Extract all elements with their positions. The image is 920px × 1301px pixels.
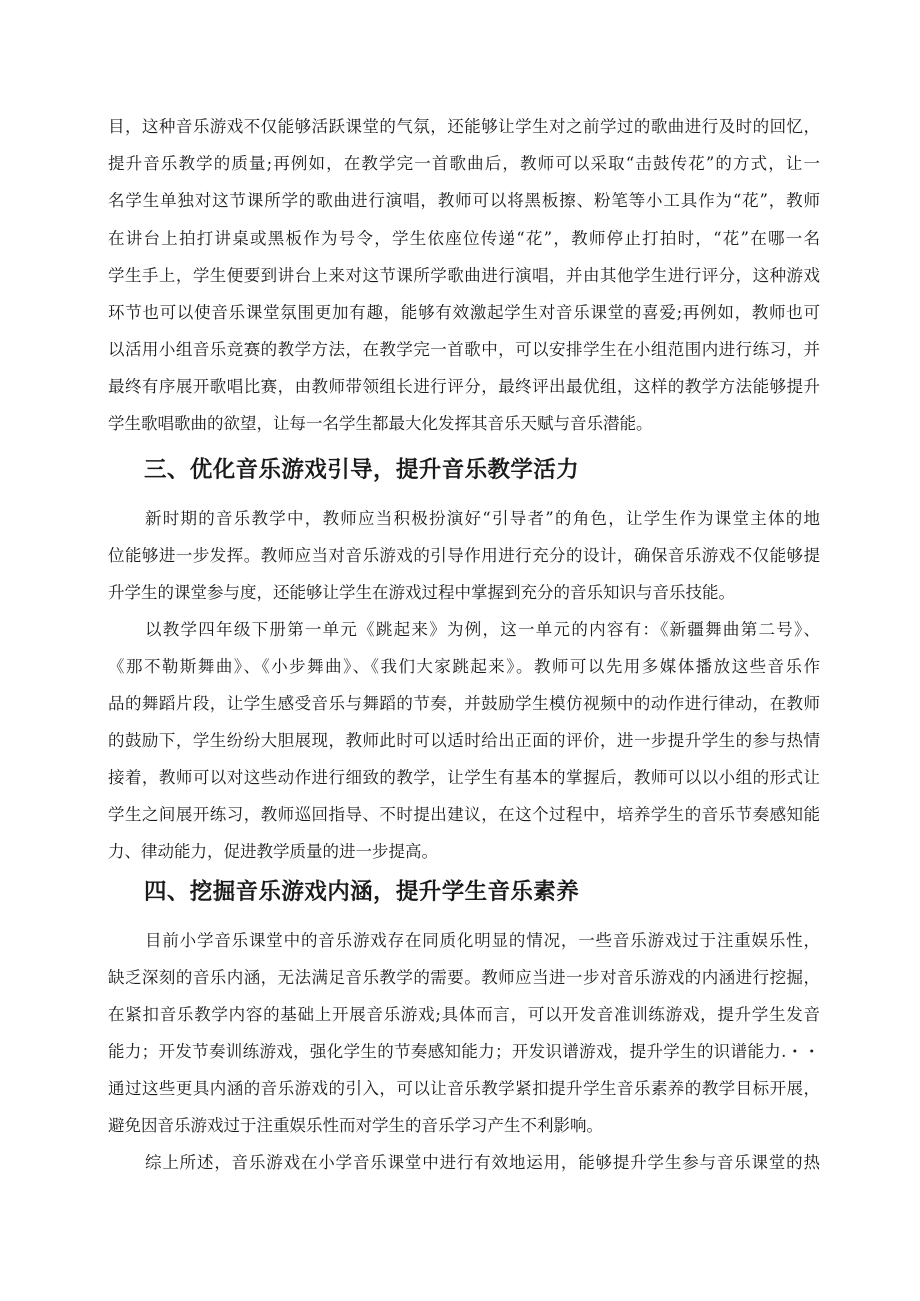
paragraph-line: 目，这种音乐游戏不仅能够活跃课堂的气氛，还能够让学生对之前学过的歌曲进行及时的回忆， (108, 117, 820, 136)
paragraph-line: 学生之间展开练习，教师巡回指导、不时提出建议，在这个过程中，培养学生的音乐节奏感知能 (108, 805, 820, 824)
paragraph-line: 学生手上，学生便要到讲台上来对这节课所学歌曲进行演唱，并由其他学生进行评分，这种游戏 (108, 266, 820, 285)
paragraph-line: 名学生单独对这节课所学的歌曲进行演唱，教师可以将黑板擦、粉笔等小工具作为“花”，教师 (108, 191, 820, 210)
section-heading: 四、挖掘音乐游戏内涵，提升学生音乐素养 (144, 879, 580, 905)
paragraph-line: 位能够进一步发挥。教师应当对音乐游戏的引导作用进行充分的设计，确保音乐游戏不仅能够提 (108, 546, 820, 565)
paragraph-line: 综上所述，音乐游戏在小学音乐课堂中进行有效地运用，能够提升学生参与音乐课堂的热 (145, 1153, 820, 1172)
paragraph-line: 接着，教师可以对这些动作进行细致的教学，让学生有基本的掌握后，教师可以以小组的形式让 (108, 768, 820, 787)
paragraph-line: 在讲台上拍打讲桌或黑板作为号令，学生依座位传递“花”，教师停止打拍时，“花”在哪一名 (108, 229, 820, 248)
paragraph-line: 以活用小组音乐竞赛的教学方法，在教学完一首歌中，可以安排学生在小组范围内进行练习，并 (108, 340, 820, 359)
paragraph-line: 最终有序展开歌唱比赛，由教师带领组长进行评分，最终评出最优组，这样的教学方法能够提升 (108, 377, 820, 396)
paragraph-line: 避免因音乐游戏过于注重娱乐性而对学生的音乐学习产生不利影响。 (108, 1116, 603, 1135)
paragraph-line: 能力；开发节奏训练游戏，强化学生的节奏感知能力；开发识谱游戏，提升学生的识谱能力.・・ (108, 1042, 820, 1061)
section-heading: 三、优化音乐游戏引导，提升音乐教学活力 (144, 457, 580, 483)
paragraph-line: 提升音乐教学的质量;再例如，在教学完一首歌曲后，教师可以采取“击鼓传花”的方式，让一 (108, 154, 820, 173)
paragraph-line: 目前小学音乐课堂中的音乐游戏存在同质化明显的情况，一些音乐游戏过于注重娱乐性， (145, 931, 820, 950)
paragraph-line: 学生歌唱歌曲的欲望，让每一名学生都最大化发挥其音乐天赋与音乐潜能。 (108, 414, 653, 433)
paragraph-line: 新时期的音乐教学中，教师应当积极扮演好“引导者”的角色，让学生作为课堂主体的地 (145, 509, 820, 528)
paragraph-line: 环节也可以使音乐课堂氛围更加有趣，能够有效激起学生对音乐课堂的喜爱;再例如，教师也可 (108, 303, 820, 322)
paragraph-line: 通过这些更具内涵的音乐游戏的引入，可以让音乐教学紧扣提升学生音乐素养的教学目标开展， (108, 1079, 820, 1098)
paragraph-line: 缺乏深刻的音乐内涵，无法满足音乐教学的需要。教师应当进一步对音乐游戏的内涵进行挖掘， (108, 968, 820, 987)
paragraph-line: 以教学四年级下册第一单元《跳起来》为例，这一单元的内容有：《新疆舞曲第二号》、 (145, 620, 820, 639)
paragraph-line: 品的舞蹈片段，让学生感受音乐与舞蹈的节奏，并鼓励学生模仿视频中的动作进行律动，在教师 (108, 694, 820, 713)
paragraph-line: 升学生的课堂参与度，还能够让学生在游戏过程中掌握到充分的音乐知识与音乐技能。 (108, 583, 735, 602)
paragraph-line: 在紧扣音乐教学内容的基础上开展音乐游戏;具体而言，可以开发音准训练游戏，提升学生发音 (108, 1005, 820, 1024)
paragraph-line: 的鼓励下，学生纷纷大胆展现，教师此时可以适时给出正面的评价，进一步提升学生的参与热情 (108, 731, 820, 750)
paragraph-line: 《那不勒斯舞曲》、《小步舞曲》、《我们大家跳起来》。教师可以先用多媒体播放这些音乐作 (108, 657, 820, 676)
paragraph-line: 力、律动能力，促进教学质量的进一步提高。 (108, 842, 438, 861)
